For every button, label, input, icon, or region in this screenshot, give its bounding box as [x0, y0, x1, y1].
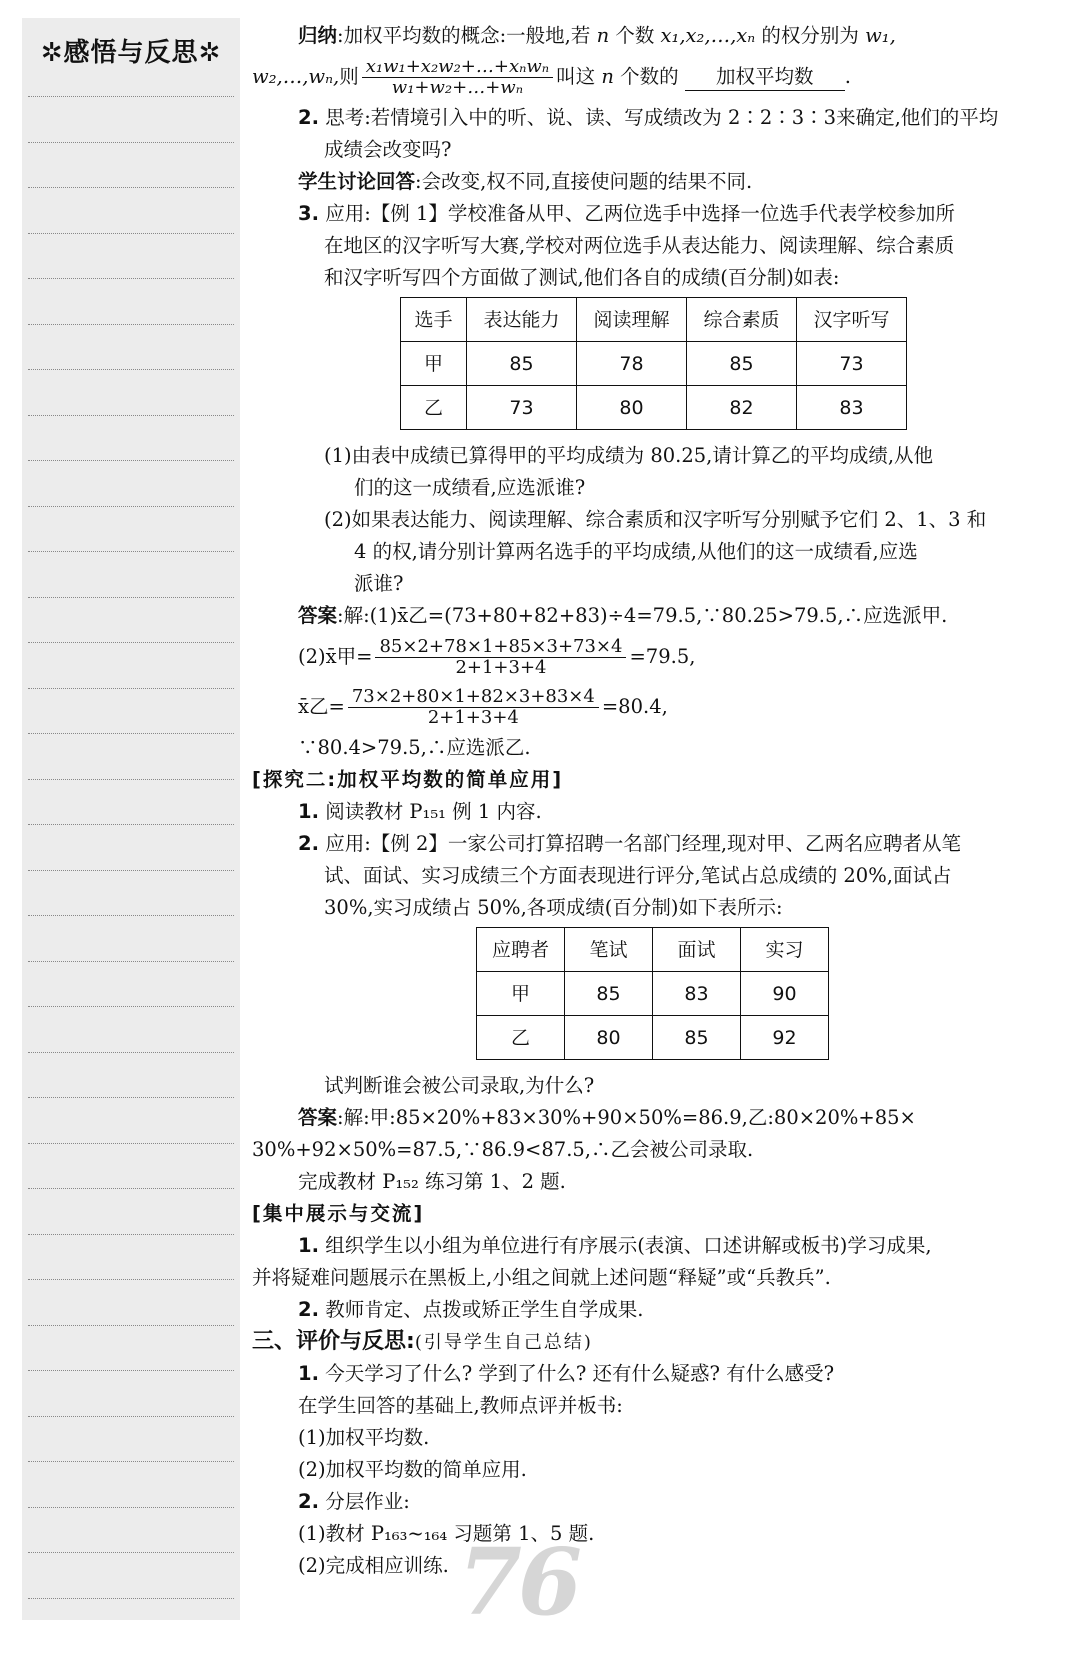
page-number: 76	[458, 1528, 579, 1636]
homework-line: 2. 分层作业:	[298, 1490, 410, 1513]
sidebar-writing-line	[28, 415, 234, 416]
sidebar-writing-line	[28, 233, 234, 234]
table-row: 乙 73 80 82 83	[401, 386, 907, 430]
think-line-2: 成绩会改变吗?	[324, 138, 452, 161]
sidebar-writing-line	[28, 1598, 234, 1599]
sidebar-writing-line	[28, 1097, 234, 1098]
sidebar-writing-line	[28, 688, 234, 689]
homework-item1: (1)教材 P₁₆₃~₁₆₄ 习题第 1、5 题.	[298, 1522, 595, 1545]
sidebar-writing-line	[28, 369, 234, 370]
table-row: 乙 80 85 92	[477, 1016, 829, 1060]
sidebar-writing-line	[28, 1416, 234, 1417]
answer2-line: (2)x̄甲= $\frac{85\times 2+78\times 1+85\times 3+73\times 4}{2+1+3+4}$ =79.5,	[298, 636, 696, 678]
table-row: 甲 85 83 90	[477, 972, 829, 1016]
score-table-2	[476, 927, 829, 1060]
q1-line-1: (1)由表中成绩已算得甲的平均成绩为 80.25,请计算乙的平均成绩,从他	[324, 444, 934, 467]
sidebar-writing-line	[28, 460, 234, 461]
sidebar-writing-line	[28, 1279, 234, 1280]
homework-item2: (2)完成相应训练.	[298, 1554, 449, 1577]
answer3-fraction: $\frac{73\times 2+80\times 1+82\times 3+83\times 4}{2+1+3+4}$	[348, 687, 599, 728]
table-row: 甲 85 78 85 73	[401, 342, 907, 386]
discuss-line: 学生讨论回答:会改变,权不同,直接使问题的结果不同.	[298, 170, 753, 193]
answer-blank: 加权平均数	[685, 64, 845, 91]
table1-wrap	[252, 297, 1060, 433]
sidebar-writing-line	[28, 1188, 234, 1189]
sidebar-writing-line	[28, 870, 234, 871]
sidebar-writing-line	[28, 1552, 234, 1553]
apply1-line-2: 在地区的汉字听写大赛,学校对两位选手从表达能力、阅读理解、综合素质	[324, 234, 955, 257]
show2-line: 2. 教师肯定、点拨或矫正学生自学成果.	[298, 1298, 644, 1321]
sidebar-writing-line	[28, 1370, 234, 1371]
judge-line: 试判断谁会被公司录取,为什么?	[324, 1074, 595, 1097]
answer2-fraction: $\frac{85\times 2+78\times 1+85\times 3+73\times 4}{2+1+3+4}$	[375, 637, 626, 678]
sidebar-writing-line	[28, 506, 234, 507]
sidebar-writing-line	[28, 96, 234, 97]
sidebar-writing-line	[28, 779, 234, 780]
sidebar-title: ✲感悟与反思✲	[40, 38, 222, 68]
table-row: 应聘者 笔试 面试 实习	[477, 928, 829, 972]
answer4-line: ∵80.4>79.5,∴应选派乙.	[298, 736, 531, 759]
weighted-mean-fraction: $\frac{\text{x₁w₁+x₂w₂+…+xₙwₙ}}{\text{w₁+w₂+…+wₙ}}$	[362, 57, 553, 98]
summary-line-2: w₂,…,wₙ,则 $\frac{\text{x₁w₁+x₂w₂+…+xₙwₙ}}{\text{w₁+w₂+…+wₙ}}$ 叫这 n 个数的 加权平均数 .	[252, 56, 851, 98]
sidebar-writing-line	[28, 187, 234, 188]
explore2-heading: [探究二:加权平均数的简单应用]	[252, 768, 564, 791]
answer5-line-2: 30%+92×50%=87.5,∵86.9<87.5,∴乙会被公司录取.	[252, 1138, 754, 1161]
reflection-sidebar	[22, 18, 240, 1620]
sidebar-writing-line	[28, 551, 234, 552]
read-line: 1. 阅读教材 P₁₅₁ 例 1 内容.	[298, 800, 542, 823]
sidebar-writing-line	[28, 1325, 234, 1326]
q2-line-2: 4 的权,请分别计算两名选手的平均成绩,从他们的这一成绩看,应选	[354, 540, 918, 563]
show1-line-1: 1. 组织学生以小组为单位进行有序展示(表演、口述讲解或板书)学习成果,	[298, 1234, 932, 1257]
sidebar-writing-line	[28, 1507, 234, 1508]
apply2-line-1: 2. 应用:【例 2】一家公司打算招聘一名部门经理,现对甲、乙两名应聘者从笔	[298, 832, 962, 855]
q2-line-1: (2)如果表达能力、阅读理解、综合素质和汉字听写分别赋予它们 2、1、3 和	[324, 508, 987, 531]
sidebar-writing-line	[28, 1461, 234, 1462]
sidebar-writing-line	[28, 324, 234, 325]
sidebar-writing-line	[28, 142, 234, 143]
show-heading: [集中展示与交流]	[252, 1202, 425, 1225]
apply1-line-1: 3. 应用:【例 1】学校准备从甲、乙两位选手中选择一位选手代表学校参加所	[298, 202, 955, 225]
table-row: 选手 表达能力 阅读理解 综合素质 汉字听写	[401, 298, 907, 342]
eval1-item1: (1)加权平均数.	[298, 1426, 430, 1449]
sidebar-writing-line	[28, 1006, 234, 1007]
eval1-item2: (2)加权平均数的简单应用.	[298, 1458, 527, 1481]
apply2-line-2: 试、面试、实习成绩三个方面表现进行评分,笔试占总成绩的 20%,面试占	[324, 864, 952, 887]
sidebar-writing-line	[28, 915, 234, 916]
show1-line-2: 并将疑难问题展示在黑板上,小组之间就上述问题“释疑”或“兵教兵”.	[252, 1266, 831, 1289]
sidebar-writing-line	[28, 824, 234, 825]
sidebar-writing-line	[28, 1143, 234, 1144]
exercise-line: 完成教材 P₁₅₂ 练习第 1、2 题.	[298, 1170, 566, 1193]
answer5-line-1: 答案:解:甲:85×20%+83×30%+90×50%=86.9,乙:80×20%+85×	[298, 1106, 916, 1129]
lesson-content	[252, 20, 1060, 1582]
q1-line-2: 们的这一成绩看,应选派谁?	[354, 476, 586, 499]
summary-line-1: 归纳:加权平均数的概念:一般地,若 n 个数 x₁,x₂,…,xₙ 的权分别为 w₁,	[298, 24, 896, 47]
table2-wrap	[252, 927, 1060, 1063]
sidebar-writing-line	[28, 961, 234, 962]
sidebar-writing-line	[28, 642, 234, 643]
q2-line-3: 派谁?	[354, 572, 404, 595]
sidebar-writing-line	[28, 1052, 234, 1053]
answer1-line: 答案:解:(1)x̄乙=(73+80+82+83)÷4=79.5,∵80.25>79.5,∴应选派甲.	[298, 604, 948, 627]
evaluation-heading: 三、评价与反思:(引导学生自己总结)	[252, 1329, 593, 1354]
summary-label: 归纳	[298, 24, 338, 47]
eval1-line: 1. 今天学习了什么? 学到了什么? 还有什么疑惑? 有什么感受?	[298, 1362, 835, 1385]
answer3-line: x̄乙= $\frac{73\times 2+80\times 1+82\times 3+83\times 4}{2+1+3+4}$ =80.4,	[298, 686, 668, 728]
sidebar-writing-line	[28, 733, 234, 734]
score-table-1	[400, 297, 907, 430]
sidebar-writing-line	[28, 1234, 234, 1235]
think-line-1: 2. 思考:若情境引入中的听、说、读、写成绩改为 2∶2∶3∶3来确定,他们的平均	[298, 106, 999, 129]
apply1-line-3: 和汉字听写四个方面做了测试,他们各自的成绩(百分制)如表:	[324, 266, 840, 289]
sidebar-writing-line	[28, 597, 234, 598]
sidebar-writing-line	[28, 278, 234, 279]
apply2-line-3: 30%,实习成绩占 50%,各项成绩(百分制)如下表所示:	[324, 896, 783, 919]
eval1-sub-line: 在学生回答的基础上,教师点评并板书:	[298, 1394, 623, 1417]
